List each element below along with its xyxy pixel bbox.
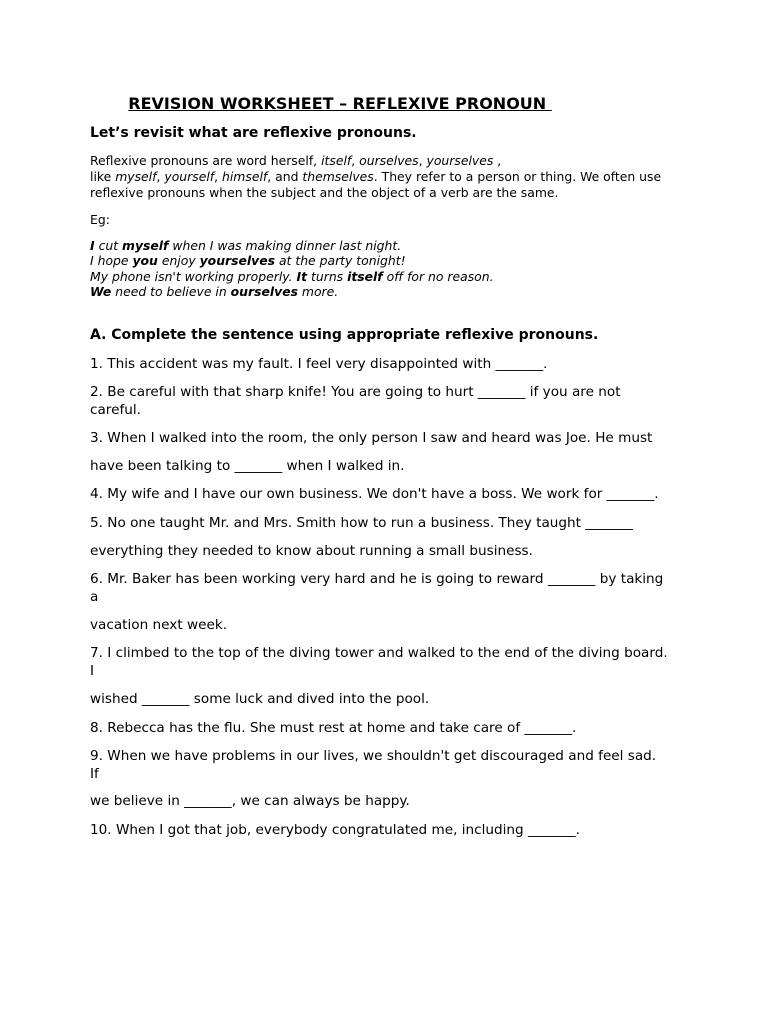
intro-heading: Let’s revisit what are reflexive pronouns. — [90, 125, 417, 141]
worksheet-title: REVISION WORKSHEET – REFLEXIVE PRONOUN — [128, 94, 552, 113]
question-line: 5. No one taught Mr. and Mrs. Smith how to run a business. They taught _______ — [90, 515, 633, 531]
question-line: 9. When we have problems in our lives, we shouldn't get discouraged and feel sad. If — [90, 748, 657, 782]
question-line: have been talking to _______ when I walked in. — [90, 458, 405, 474]
question-line: 7. I climbed to the top of the diving tower and walked to the end of the diving board. I — [90, 645, 668, 679]
example-label: Eg: — [90, 212, 110, 227]
question-line: 10. When I got that job, everybody congratulated me, including _______. — [90, 822, 580, 838]
question-line: 3. When I walked into the room, the only person I saw and heard was Joe. He must — [90, 430, 653, 446]
question-line: we believe in _______, we can always be happy. — [90, 793, 410, 809]
question-line: everything they needed to know about running a small business. — [90, 543, 533, 559]
example-sentence: I cut myself when I was making dinner last night. — [90, 238, 402, 253]
example-sentence: I hope you enjoy yourselves at the party tonight! — [90, 253, 406, 269]
question-line: 4. My wife and I have our own business. We don't have a boss. We work for _______. — [90, 486, 659, 502]
question-line: wished _______ some luck and dived into the pool. — [90, 691, 430, 707]
question-line: vacation next week. — [90, 617, 228, 633]
question-line: 6. Mr. Baker has been working very hard and he is going to reward _______ by taking a — [90, 571, 664, 605]
example-sentences — [90, 238, 690, 299]
example-sentence: My phone isn't working properly. It turns itself off for no reason. — [90, 268, 494, 284]
intro-paragraph: Reflexive pronouns are word herself, itself, ourselves, yourselves , like myself, yourself, himself, and themselves. They refer to a person or thing. We often use reflexive pronouns when the subject and the object of a verb are the same. — [90, 153, 662, 200]
question-line: 2. Be careful with that sharp knife! You are going to hurt _______ if you are not careful. — [90, 384, 621, 418]
question-line: 1. This accident was my fault. I feel very disappointed with _______. — [90, 356, 548, 372]
example-sentence: We need to believe in ourselves more. — [90, 283, 339, 299]
question-line: 8. Rebecca has the flu. She must rest at home and take care of _______. — [90, 720, 577, 736]
section-a-heading: A. Complete the sentence using appropriate reflexive pronouns. — [90, 327, 599, 343]
